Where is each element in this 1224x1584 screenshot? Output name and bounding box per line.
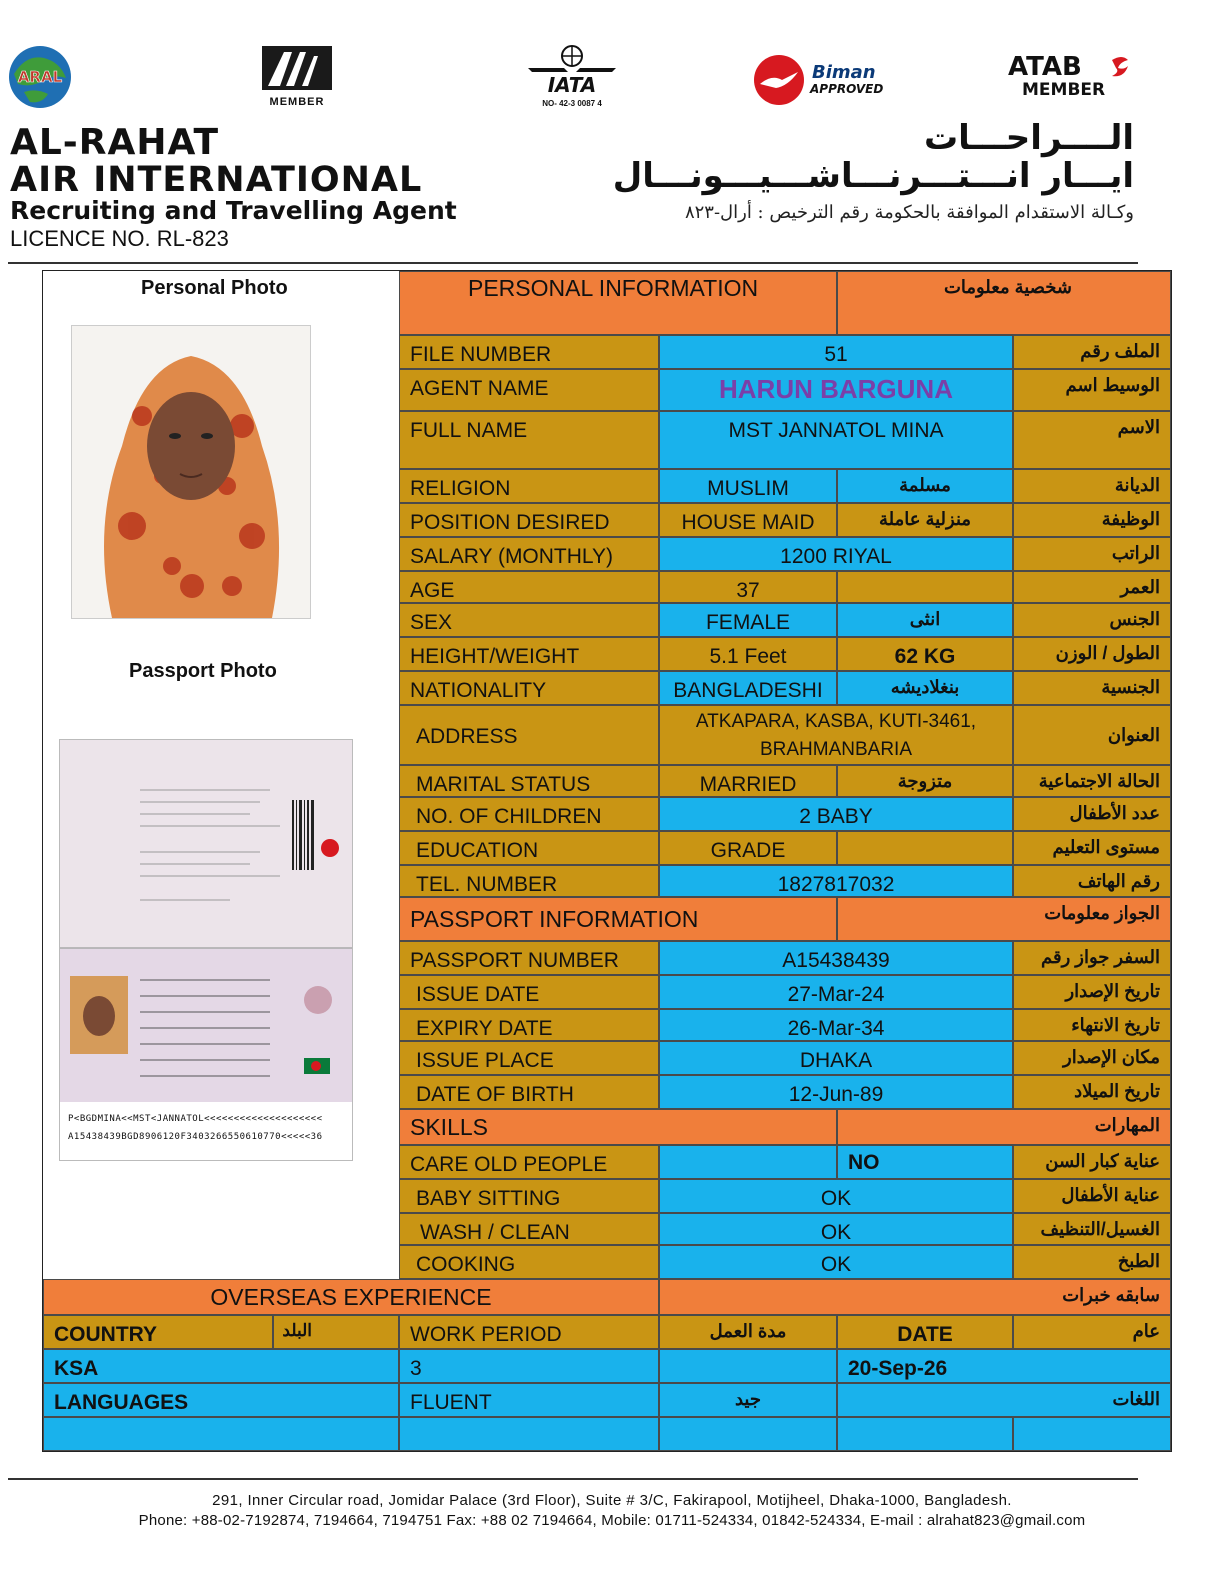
agent-name-label-ar: الوسيط اسم: [1013, 369, 1171, 411]
tel-label-ar: رقم الهاتف: [1013, 865, 1171, 897]
company-name-ar-line2: ايـــار انـــتـــرنـــاشـــيـــونـــال: [612, 156, 1134, 196]
children-label: NO. OF CHILDREN: [399, 797, 659, 831]
nationality-value: BANGLADESHI: [659, 671, 837, 705]
company-tagline: Recruiting and Travelling Agent: [10, 196, 457, 225]
marital-value-ar: متزوجة: [837, 765, 1013, 797]
footer-address: 291, Inner Circular road, Jomidar Palace (3rd Floor), Suite # 3/C, Fakirapool, Motijheel, Dhaka-1000, Bangladesh.: [212, 1492, 1012, 1509]
position-label: POSITION DESIRED: [399, 503, 659, 537]
file-number-label-ar: الملف رقم: [1013, 335, 1171, 369]
issue-date-label-ar: تاريخ الإصدار: [1013, 975, 1171, 1009]
passport-info-heading-ar: الجواز معلومات: [837, 897, 1171, 941]
religion-label-ar: الديانة: [1013, 469, 1171, 503]
country-col-header: COUNTRY: [43, 1315, 273, 1349]
children-label-ar: عدد الأطفال: [1013, 797, 1171, 831]
empty-row-cell-3: [659, 1417, 837, 1451]
passport-number-value: A15438439: [659, 941, 1013, 975]
weight-value: 62 KG: [837, 637, 1013, 671]
overseas-heading-ar: سابقه خبرات: [659, 1279, 1171, 1315]
baby-sitting-label-ar: عناية الأطفال: [1013, 1179, 1171, 1213]
experience-period: 3: [399, 1349, 659, 1383]
expiry-date-label-ar: تاريخ الانتهاء: [1013, 1009, 1171, 1041]
languages-value: FLUENT: [399, 1383, 659, 1417]
svg-text:IATA: IATA: [547, 73, 597, 94]
empty-row-cell-2: [399, 1417, 659, 1451]
issue-place-label: ISSUE PLACE: [399, 1041, 659, 1075]
care-old-label: CARE OLD PEOPLE: [399, 1145, 659, 1179]
age-label-ar: العمر: [1013, 571, 1171, 603]
dob-value: 12-Jun-89: [659, 1075, 1013, 1109]
wash-clean-label: WASH / CLEAN: [399, 1213, 659, 1245]
passport-number-label: PASSPORT NUMBER: [399, 941, 659, 975]
full-name-label-ar: الاسم: [1013, 411, 1171, 469]
address-label-ar: العنوان: [1013, 705, 1171, 765]
tel-value: 1827817032: [659, 865, 1013, 897]
experience-date: 20-Sep-26: [837, 1349, 1171, 1383]
cooking-label-ar: الطبخ: [1013, 1245, 1171, 1279]
agent-name-label: AGENT NAME: [399, 369, 659, 411]
full-name-value: MST JANNATOL MINA: [659, 411, 1013, 469]
file-number-label: FILE NUMBER: [399, 335, 659, 369]
footer-contacts: Phone: +88-02-7192874, 7194664, 7194751 Fax: +88 02 7194664, Mobile: 01711-524334, 01842-524334, E-mail : alrahat823@gmail.com: [138, 1512, 1086, 1529]
full-name-label: FULL NAME: [399, 411, 659, 469]
experience-country: KSA: [43, 1349, 399, 1383]
tel-label: TEL. NUMBER: [399, 865, 659, 897]
religion-value-ar: مسلمة: [837, 469, 1013, 503]
nationality-label: NATIONALITY: [399, 671, 659, 705]
height-weight-label-ar: الطول / الوزن: [1013, 637, 1171, 671]
nationality-label-ar: الجنسية: [1013, 671, 1171, 705]
company-licence-ar: وكـالة الاستقدام الموافقة بالحكومة رقم الترخيص : أرال-٨٢٣: [684, 202, 1134, 223]
issue-date-value: 27-Mar-24: [659, 975, 1013, 1009]
company-name-line2: AIR INTERNATIONAL: [10, 160, 423, 200]
passport-photo-label: Passport Photo: [129, 660, 277, 682]
cooking-value: OK: [659, 1245, 1013, 1279]
salary-value: 1200 RIYAL: [659, 537, 1013, 571]
religion-value: MUSLIM: [659, 469, 837, 503]
overseas-heading: OVERSEAS EXPERIENCE: [43, 1279, 659, 1315]
passport-number-label-ar: السفر جواز رقم: [1013, 941, 1171, 975]
nationality-value-ar: بنغلاديشه: [837, 671, 1013, 705]
address-line-2: BRAHMANBARIA: [759, 739, 913, 760]
religion-label: RELIGION: [399, 469, 659, 503]
salary-label: SALARY (MONTHLY): [399, 537, 659, 571]
experience-period-empty: [659, 1349, 837, 1383]
education-label: EDUCATION: [399, 831, 659, 865]
date-col-header-ar: عام: [1013, 1315, 1171, 1349]
dob-label-ar: تاريخ الميلاد: [1013, 1075, 1171, 1109]
passport-photo: [59, 739, 353, 1161]
position-label-ar: الوظيفة: [1013, 503, 1171, 537]
iata-logo: IATA NO- 42-3 0087 4: [524, 44, 620, 108]
company-name-ar-line1: الــــراحـــات: [923, 118, 1134, 158]
issue-place-label-ar: مكان الإصدار: [1013, 1041, 1171, 1075]
atab-member-logo: ATAB MEMBER: [1008, 52, 1140, 102]
address-label: ADDRESS: [399, 705, 659, 765]
empty-row-cell-1: [43, 1417, 399, 1451]
country-col-header-ar: البلد: [273, 1315, 399, 1349]
sex-value: FEMALE: [659, 603, 837, 637]
personal-info-heading-ar: شخصية معلومات: [837, 271, 1171, 335]
work-period-col-header: WORK PERIOD: [399, 1315, 659, 1349]
date-col-header: DATE: [837, 1315, 1013, 1349]
care-old-empty: [659, 1145, 837, 1179]
expiry-date-label: EXPIRY DATE: [399, 1009, 659, 1041]
wash-clean-value: OK: [659, 1213, 1013, 1245]
sex-label: SEX: [399, 603, 659, 637]
salary-label-ar: الراتب: [1013, 537, 1171, 571]
skills-heading: SKILLS: [399, 1109, 837, 1145]
passport-info-heading: PASSPORT INFORMATION: [399, 897, 837, 941]
company-name-line1: AL-RAHAT: [10, 122, 220, 163]
marital-label-ar: الحالة الاجتماعية: [1013, 765, 1171, 797]
atab-emblem-icon: [1108, 54, 1132, 78]
position-value-ar: منزلية عاملة: [837, 503, 1013, 537]
position-value: HOUSE MAID: [659, 503, 837, 537]
height-value: 5.1 Feet: [659, 637, 837, 671]
education-value-ar-empty: [837, 831, 1013, 865]
mrz-line-2: A15438439BGD8906120F3403266550610770<<<<<36: [68, 1132, 323, 1142]
care-old-label-ar: عناية كبار السن: [1013, 1145, 1171, 1179]
header-divider: [8, 262, 1138, 264]
biman-approved-logo: Biman APPROVED: [752, 54, 902, 106]
care-old-value: NO: [837, 1145, 1013, 1179]
empty-row-cell-5: [1013, 1417, 1171, 1451]
skills-heading-ar: المهارات: [837, 1109, 1171, 1145]
age-label: AGE: [399, 571, 659, 603]
address-value: [659, 705, 1013, 765]
baby-sitting-label: BABY SITTING: [399, 1179, 659, 1213]
sex-value-ar: انثى: [837, 603, 1013, 637]
agent-name-value: HARUN BARGUNA: [659, 369, 1013, 411]
svg-text:ARAL: ARAL: [17, 68, 63, 86]
baby-sitting-value: OK: [659, 1179, 1013, 1213]
age-value-ar-empty: [837, 571, 1013, 603]
cooking-label: COOKING: [399, 1245, 659, 1279]
children-value: 2 BABY: [659, 797, 1013, 831]
wash-clean-label-ar: الغسيل/التنظيف: [1013, 1213, 1171, 1245]
height-weight-label: HEIGHT/WEIGHT: [399, 637, 659, 671]
footer-divider: [8, 1478, 1138, 1480]
licence-number: LICENCE NO. RL-823: [10, 226, 229, 251]
file-number-value: 51: [659, 335, 1013, 369]
aaira-member-logo: MEMBER: [262, 46, 332, 104]
issue-place-value: DHAKA: [659, 1041, 1013, 1075]
personal-photo: [71, 325, 311, 619]
personal-info-heading: PERSONAL INFORMATION: [399, 271, 837, 335]
aral-logo: [4, 44, 76, 110]
languages-label-ar: اللغات: [837, 1383, 1171, 1417]
work-period-col-header-ar: مدة العمل: [659, 1315, 837, 1349]
sex-label-ar: الجنس: [1013, 603, 1171, 637]
languages-value-ar: جيد: [659, 1383, 837, 1417]
empty-row-cell-4: [837, 1417, 1013, 1451]
marital-value: MARRIED: [659, 765, 837, 797]
issue-date-label: ISSUE DATE: [399, 975, 659, 1009]
cv-form: [42, 270, 1172, 1452]
dob-label: DATE OF BIRTH: [399, 1075, 659, 1109]
address-line-1: ATKAPARA, KASBA, KUTI-3461,: [695, 711, 977, 732]
education-label-ar: مستوى التعليم: [1013, 831, 1171, 865]
marital-label: MARITAL STATUS: [399, 765, 659, 797]
personal-photo-label: Personal Photo: [141, 277, 288, 299]
education-value: GRADE: [659, 831, 837, 865]
mrz-line-1: P<BGDMINA<<MST<JANNATOL<<<<<<<<<<<<<<<<<<<<: [68, 1114, 323, 1124]
languages-label: LANGUAGES: [43, 1383, 399, 1417]
expiry-date-value: 26-Mar-34: [659, 1009, 1013, 1041]
age-value: 37: [659, 571, 837, 603]
